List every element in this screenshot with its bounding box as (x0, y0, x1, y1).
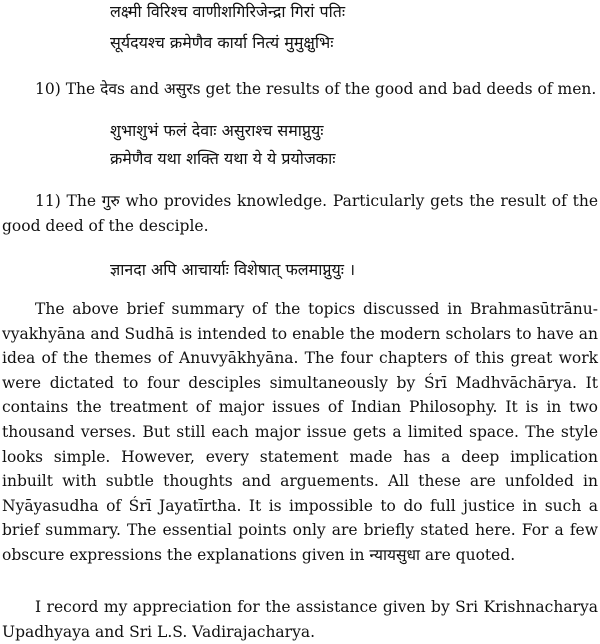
acknowledgement-paragraph: I record my appreciation for the assistance given by Sri Krishnacharya Upadhyaya and Sri L.S. Vadirajacharya. (2, 598, 598, 641)
item-11-text: 11) The गुरु who provides knowledge. Particularly gets the result of the good deed of the desciple. (2, 192, 598, 235)
verse-a-line-1: लक्ष्मी विरिश्च वाणीशगिरिजेन्द्रा गिरां पतिः (110, 2, 346, 21)
verse-c: ज्ञानदा अपि आचार्याः विशेषात् फलमाप्नुयुः । (110, 260, 356, 279)
summary-paragraph: The above brief summary of the topics discussed in Brahmasūtrānu-vyakhyāna and Sudhā is intended to enable the modern scholars to have an idea of the themes of Anuvyākhyāna. The four chapters of this great work were dictated to four desciples simultaneously by Śrī Madhvāchārya. It contains the treatment of major issues of Indian Philosophy. It is in two thousand verses. But still each major issue gets a limited space. The style looks simple. However, every statement made has a deep implication inbuilt with subtle thoughts and arguements. All these are unfolded in Nyāyasudha of Śrī Jayatīrtha. It is impossible to do full justice in such a brief summary. The essential points only are briefly stated here. For a few obscure expressions the explanations given in न्यायसुधा are quoted. (2, 300, 598, 564)
verse-b-line-1: शुभाशुभं फलं देवाः असुराश्च समाप्नुयुः (110, 121, 324, 140)
verse-a-line-2: सूर्यदयश्च क्रमेणैव कार्या नित्यं मुमुक्षुभिः (110, 33, 334, 52)
verse-b-line-2: क्रमेणैव यथा शक्ति यथा ये ये प्रयोजकाः (110, 149, 336, 168)
item-10-text: 10) The देवs and असुरs get the results of the good and bad deeds of men. (35, 80, 597, 98)
